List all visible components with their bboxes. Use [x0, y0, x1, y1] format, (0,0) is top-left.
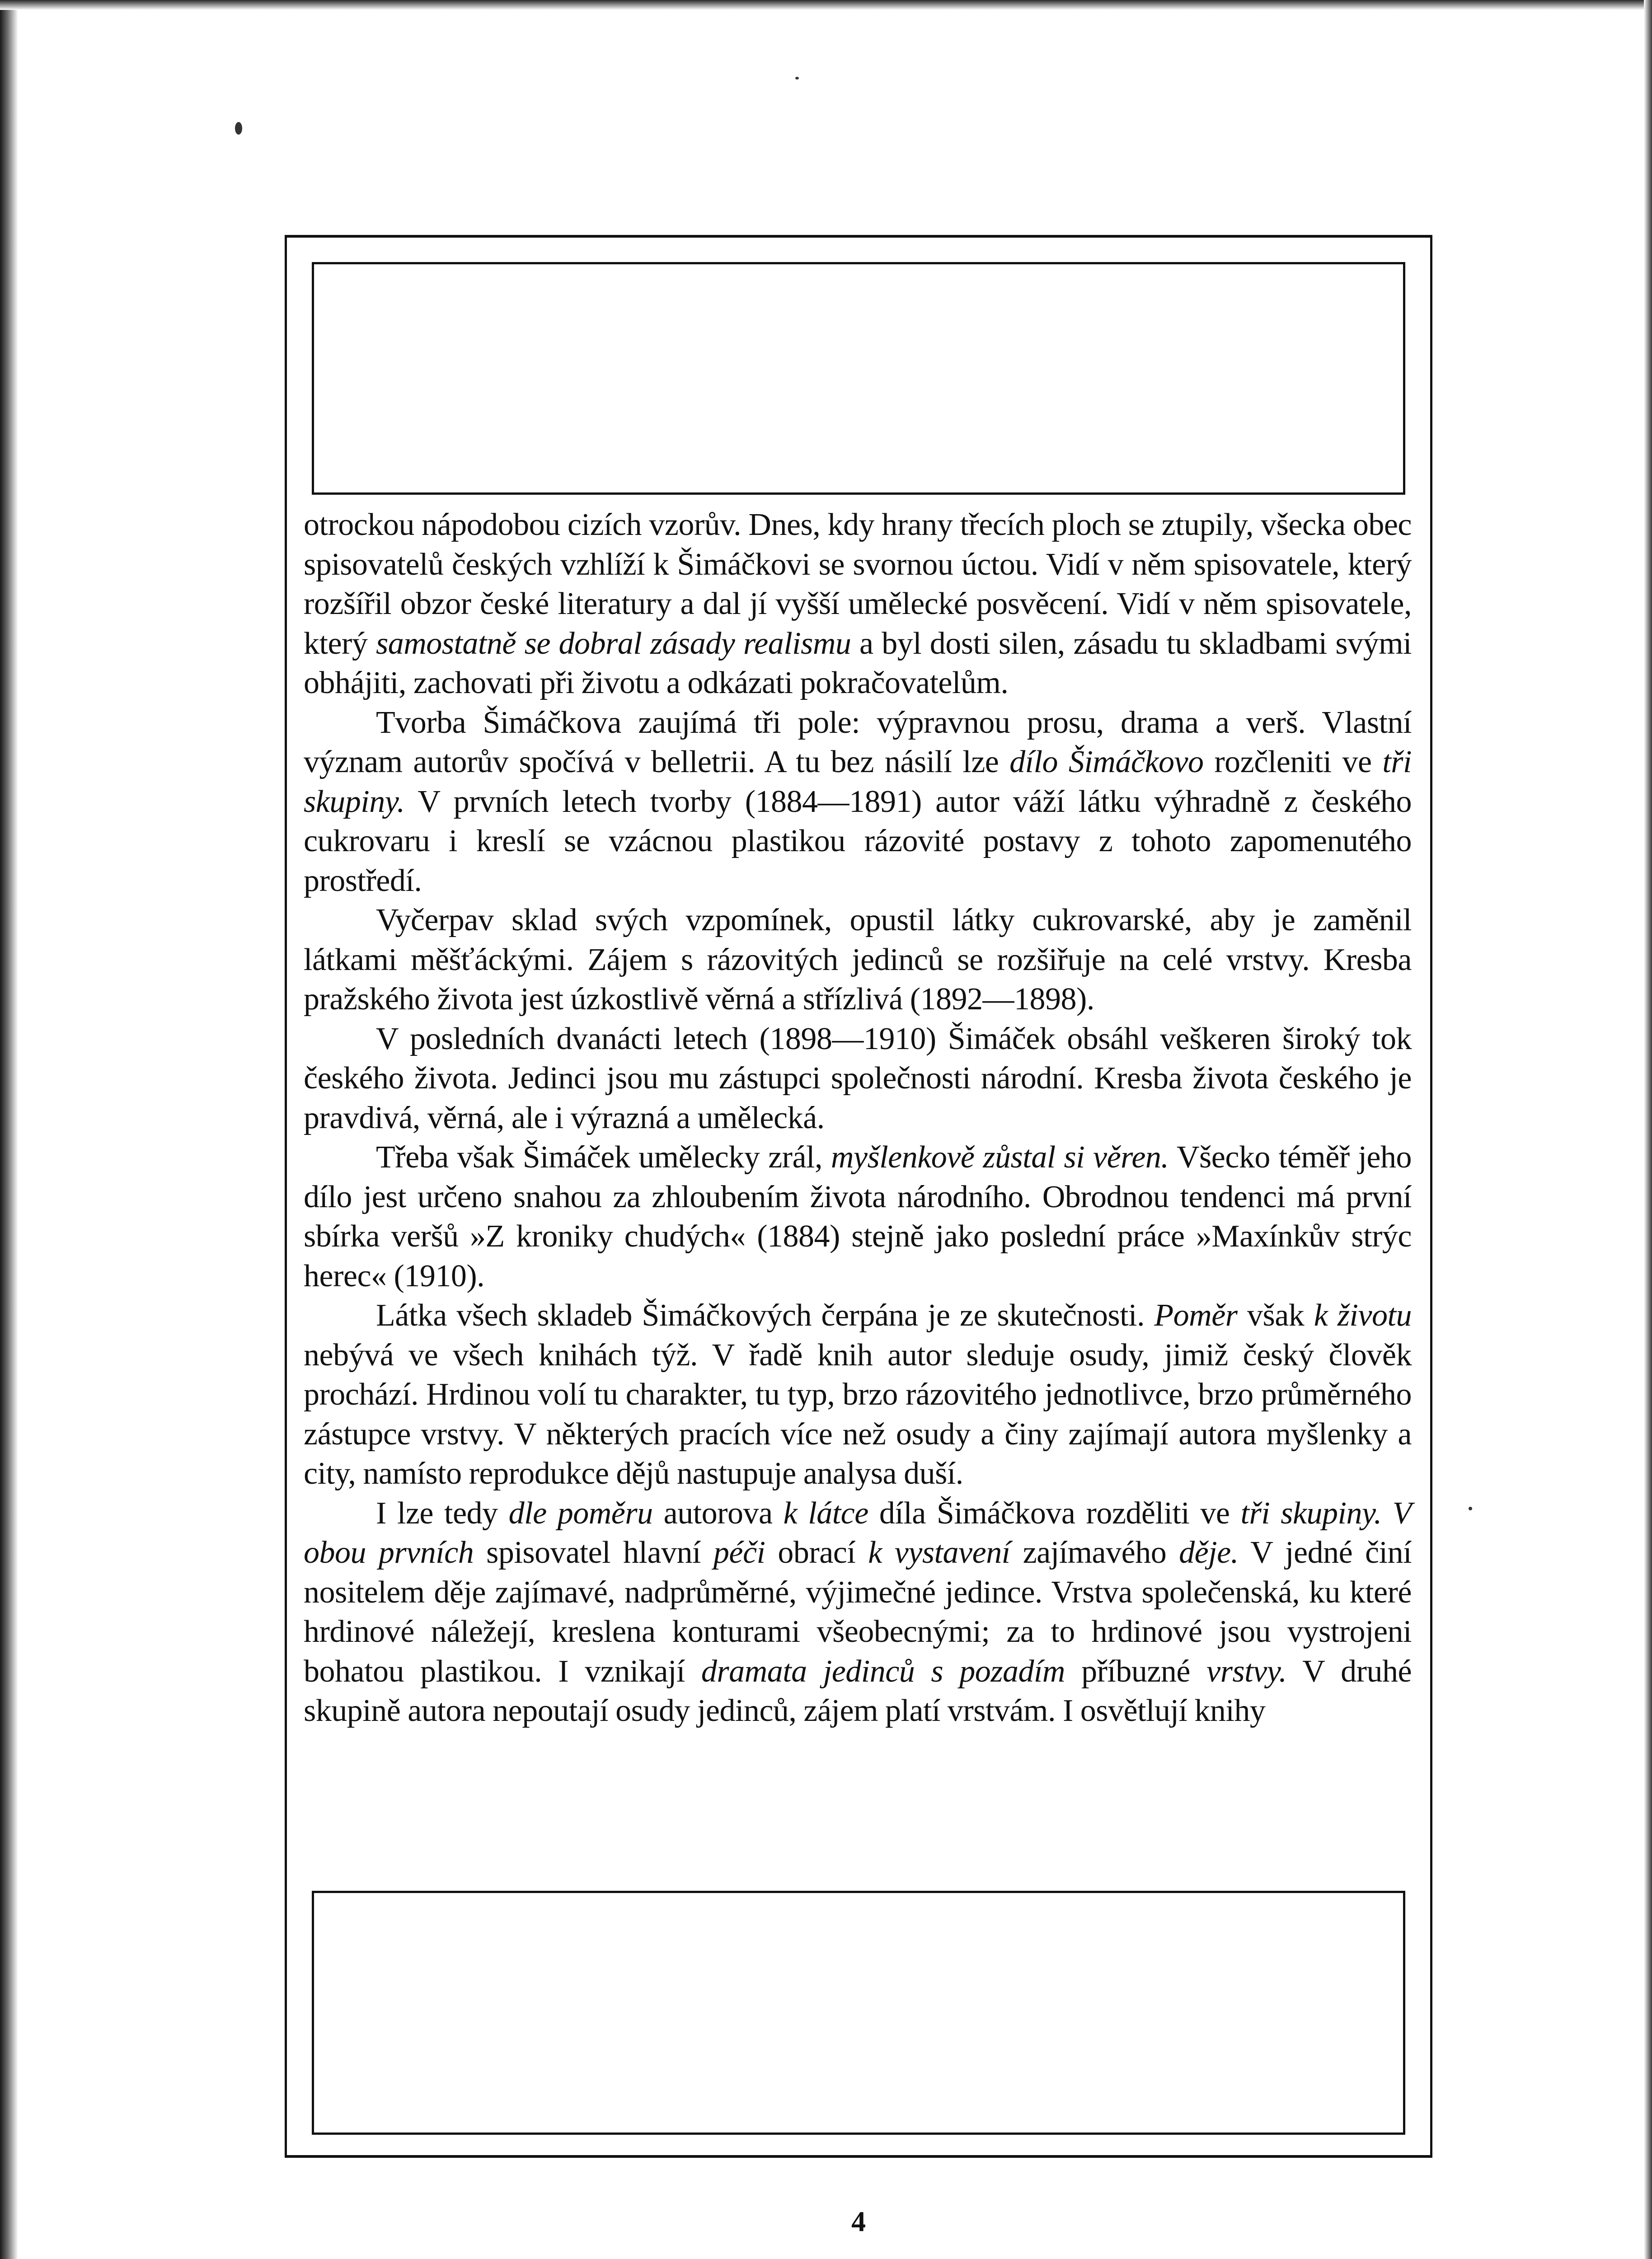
scan-edge-top	[0, 0, 1652, 10]
paragraph	[304, 1138, 1412, 1296]
italic-phrase: tři skupiny. V obou prvních	[304, 1495, 1412, 1570]
text-run: Látka všech skladeb Šimáčkových čerpána je ze skutečnosti.	[376, 1298, 1155, 1333]
text-run: spisovatel hlavní	[474, 1535, 713, 1570]
scan-edge-right	[1644, 0, 1652, 2259]
paragraph	[304, 1019, 1412, 1138]
text-run: však	[1237, 1298, 1314, 1333]
scan-speck	[795, 77, 799, 80]
text-run: a byl dosti silen, zásadu tu skladbami svými obhájiti, zachovati při životu a odkázati pokračovatelům.	[304, 626, 1412, 700]
paragraph	[304, 703, 1412, 901]
scan-speck	[1469, 1507, 1472, 1510]
italic-phrase: k látce	[783, 1495, 868, 1531]
italic-phrase: k životu	[1314, 1298, 1412, 1333]
text-run: Všecko téměř jeho dílo jest určeno snahou za zhloubením života národního. Obrodnou tendenci má první sbírka veršů »Z kroniky chudých« (1884) stejně jako poslední práce »Maxínkův strýc herec« (1910).	[304, 1140, 1412, 1294]
text-run: V jedné činí nositelem děje zajímavé, nadprůměrné, výjimečné jedince. Vrstva společenská, ku které hrdinové náležejí, kreslena konturami všeobecnými; za to hrdinové jsou vystrojeni bohatou plastikou. I vznikají	[304, 1535, 1412, 1689]
text-run: nebývá ve všech knihách týž. V řadě knih autor sleduje osudy, jimiž český člověk prochází. Hrdinou volí tu charakter, tu typ, brzo rázovitého jednotlivce, brzo průměrného zástupce vrstvy. V některých pracích více než osudy a činy zajímají autora myšlenky a city, namísto reprodukce dějů nastupuje analysa duší.	[304, 1337, 1412, 1491]
text-run: V prvních letech tvorby (1884—1891) autor váží látku výhradně z českého cukrovaru i kreslí se vzácnou plastikou rázovité postavy z tohoto zapomenutého prostředí.	[304, 784, 1412, 898]
text-run: Třeba však Šimáček umělecky zrál,	[376, 1140, 831, 1175]
frame-left-rule	[285, 235, 287, 2158]
text-run: díla Šimáčkova rozděliti ve	[868, 1495, 1241, 1531]
text-run: obrací	[765, 1535, 868, 1570]
italic-phrase: Poměr	[1154, 1298, 1238, 1333]
frame-top-rule	[285, 235, 1432, 238]
footer-ornament-box	[312, 1891, 1405, 2135]
italic-phrase: tři skupiny.	[304, 745, 1412, 819]
text-run: V druhé skupině autora nepoutají osudy jedinců, zájem platí vrstvám. I osvětlují knihy	[304, 1654, 1412, 1728]
text-run: Vyčerpav sklad svých vzpomínek, opustil látky cukrovarské, aby je zaměnil látkami měšťáckými. Zájem s rázovitých jedinců se rozšiřuje na celé vrstvy. Kresba pražského života jest úzkostlivě věrná a střízlivá (1892—1898).	[304, 903, 1412, 1017]
scan-edge-left	[0, 0, 18, 2259]
text-run: otrockou nápodobou cizích vzorův. Dnes, kdy hrany třecích ploch se ztupily, všecka obec spisovatelů českých vzhlíží k Šimáčkovi se svornou úctou. Vidí v něm spisovatele, který rozšířil obzor české literatury a dal jí vyšší umělecké posvěcení. Vidí v něm spisovatele, který	[304, 507, 1412, 661]
text-run: příbuzné	[1065, 1654, 1207, 1689]
italic-phrase: myšlenkově zůstal si věren.	[831, 1140, 1169, 1175]
text-run: rozčleniti ve	[1203, 745, 1383, 779]
frame-right-rule	[1430, 235, 1432, 2158]
italic-phrase: dramata jedinců s pozadím	[701, 1654, 1065, 1689]
page-number: 4	[851, 2205, 866, 2237]
paragraph	[304, 1296, 1412, 1494]
italic-phrase: děje.	[1179, 1535, 1239, 1570]
text-run: I lze tedy	[376, 1495, 509, 1531]
header-ornament-box	[312, 262, 1405, 495]
italic-phrase: vrstvy.	[1206, 1654, 1287, 1689]
text-run: Tvorba Šimáčkova zaujímá tři pole: výpravnou prosu, drama a verš. Vlastní význam autorův spočívá v belletrii. A tu bez násilí lze	[304, 705, 1412, 779]
paragraph	[304, 505, 1412, 703]
text-run: V posledních dvanácti letech (1898—1910) Šimáček obsáhl veškeren široký tok českého života. Jedinci jsou mu zástupci společnosti národní. Kresba života českého je pravdivá, věrná, ale i výrazná a umělecká.	[304, 1021, 1412, 1135]
text-run: zajímavého	[1010, 1535, 1179, 1570]
body-text	[304, 505, 1412, 1879]
italic-phrase: dle poměru	[508, 1495, 653, 1531]
italic-phrase: dílo Šimáčkovo	[1009, 745, 1204, 779]
italic-phrase: péči	[713, 1535, 765, 1570]
paragraph	[304, 1494, 1412, 1731]
frame-bottom-rule	[285, 2155, 1432, 2158]
text-run: autorova	[652, 1495, 784, 1531]
italic-phrase: k vystavení	[868, 1535, 1010, 1570]
italic-phrase: samostatně se dobral zásady realismu	[375, 626, 851, 661]
paragraph	[304, 900, 1412, 1019]
scan-speck	[235, 122, 242, 135]
